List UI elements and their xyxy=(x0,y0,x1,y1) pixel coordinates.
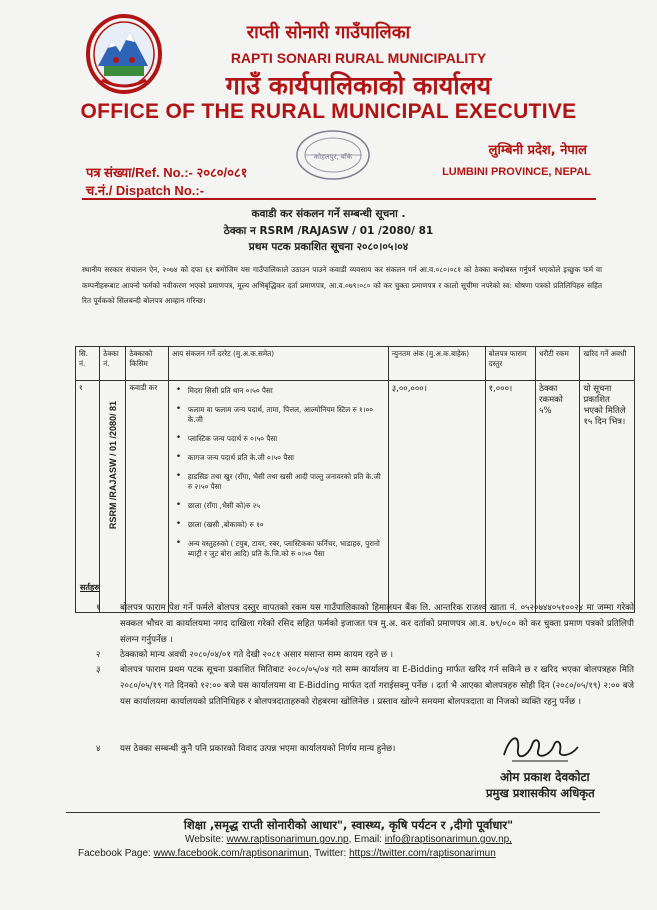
dispatch-number: च.नं./ Dispatch No.:- xyxy=(86,183,205,198)
col-header-deposit: धरौटी रकम xyxy=(536,347,580,381)
signature-icon xyxy=(498,727,584,767)
contract-number-line: ठेक्का न RSRM /RAJASW / 01 /2080/ 81 xyxy=(223,225,434,237)
office-name-en: OFFICE OF THE RURAL MUNICIPAL EXECUTIVE xyxy=(80,100,577,123)
cell-form-fee: १,०००। xyxy=(485,381,535,613)
table-header-row xyxy=(76,347,635,381)
table-row xyxy=(76,381,635,613)
condition-text: बोलपत्र फाराम प्रथम पटक सूचना प्रकाशित मितिबाट २०८०/०५/०४ गते सम्म कार्यालय वा E-Bidding मार्फत खरिद गर्न सकिने छ र खरिद भएका बोलपत्रहरु मिति २०८०/०५/१९ गते दिनको १२:०० बजे यस कार्यालयमा वा E-Bidding मार्फत दर्ता गराईसक्नु पर्नेछ । दर्ता भै आएका बोलपत्रहरु सोही दिन (२०८०/०५/१९) २:०० बजे यस कार्यालयमा कार्यालयको प्रतिनिधिहरु र बोलपत्रदाताहरुको रोहबरमा खोलिनेछ । प्रस्ताव खोल्ने समयमा बोलपत्रदाता वा निजको व्यक्ति रहनु पर्नेछ । xyxy=(120,665,634,707)
publication-line: प्रथम पटक प्रकाशित सूचना २०८०।०५।०४ xyxy=(248,241,409,253)
facebook-label: Facebook Page: xyxy=(78,848,151,859)
col-header-rates: आय संकलन गर्ने दररेट (मु.अ.क.समेत) xyxy=(168,347,388,381)
footer-contact-line xyxy=(0,834,657,845)
cell-rates xyxy=(168,381,388,613)
list-item: • छाला (खसी ,बोकाको) रु १० xyxy=(176,520,385,530)
list-item: • हाडसिङ तथा खुर (राँगा, भैसी तथा खसी आदी पाल्तु जनावरको प्रति के.जी रु २।५० पैसा xyxy=(176,472,385,492)
email-label: , Email: xyxy=(348,834,382,845)
seal-text: कोहलपुर, बाँके xyxy=(313,153,353,161)
col-header-type: ठेक्काको किसिम xyxy=(126,347,168,381)
footer-divider xyxy=(66,812,600,813)
cell-minimum: ३,००,०००। xyxy=(388,381,485,613)
list-item: • छाला (राँगा ,भैसी को)रु २५ xyxy=(176,501,385,511)
facebook-link[interactable]: www.facebook.com/raptisonarimun xyxy=(153,848,309,859)
office-seal-icon xyxy=(293,126,373,184)
signatory-title: प्रमुख प्रशासकीय अधिकृत xyxy=(486,786,595,800)
cell-type: कवाडी कर xyxy=(126,381,168,613)
letterhead-divider xyxy=(82,198,596,200)
list-item: • प्लास्टिक जन्य पदार्थ रु ०।५० पैसा xyxy=(176,434,385,444)
cell-period: यो सूचना प्रकाशित भएको मितिले १५ दिन भित्र। xyxy=(580,381,635,613)
municipality-name-en: RAPTI SONARI RURAL MUNICIPALITY xyxy=(230,50,487,66)
condition-text: ठेक्काको मान्य अवधी २०८०/०४/०१ गते देखी २०८१ असार मसान्त सम्म कायम रहने छ । xyxy=(120,650,393,660)
condition-text: बोलपत्र फाराम पेश गर्ने फर्मले बोलपत्र दस्तुर वापतको रकम यस गाउँपालिकाको हिमालयन बैंक लि. आन्तरिक राजश्व खाता नं. ०५२०७४४०५१००२४ मा जम्मा गरेको सक्कल भौचर वा कार्यालयमा नगद दाखिला गरेको रसिद सहित फर्मको इजाजत पत्र मु.अ. कर दर्ताको प्रमाणपत्र आ.व. ७९/०८० को कर चुक्ता प्रमाण पत्रको प्रतिलिपी संलग्न गर्नुपर्नेछ । xyxy=(120,603,634,645)
list-item: • अन्य वस्तुहरुको ( टयुब, टायर, रबर, प्लास्टिकका फर्निचर, भाडाहरु, पुरानो ब्याट्री र जुट बोरा आदि) प्रति के.जि.को रु ०।५० पैसा xyxy=(176,539,385,559)
col-header-period: खरिद गर्ने अवधी xyxy=(580,347,635,381)
col-header-minimum: न्युनतम अंक (मु.अ.क.बाहेक) xyxy=(388,347,485,381)
contract-no-vertical: RSRM /RAJASW / 01 /2080/ 81 xyxy=(107,401,118,530)
website-label: Website: xyxy=(184,834,224,845)
reference-number: पत्र संख्या/Ref. No.:- २०८०/०८१ xyxy=(86,165,248,180)
website-link[interactable]: www.raptisonarimun.gov.np xyxy=(226,834,349,845)
municipality-name-np: राप्ती सोनारी गाउँपालिका xyxy=(246,22,411,43)
list-item: • फलाम वा फलाम जन्य पदार्थ, तामा, पित्तल, आल्मोनियम स्टिल रु १।०० के.जी xyxy=(176,405,385,425)
province-en: LUMBINI PROVINCE, NEPAL xyxy=(442,166,591,178)
list-item: • मिदरा सिसी प्रति थान ०।५० पैसा xyxy=(176,386,385,396)
rate-list xyxy=(172,386,385,559)
notice-title: कवाडी कर संकलन गर्ने सम्बन्धी सूचना . xyxy=(251,208,406,220)
cell-sn: १ xyxy=(76,381,100,613)
twitter-label: , Twitter: xyxy=(308,848,347,859)
col-header-form-fee: बोलपत्र फाराम दस्तुर xyxy=(485,347,535,381)
condition-text: यस ठेक्का सम्बन्धी कुनै पनि प्रकारको विवाद उत्पन्न भएमा कार्यालयको निर्णय मान्य हुनेछ। xyxy=(120,744,396,754)
cell-contract-no xyxy=(100,381,126,613)
contract-table xyxy=(75,346,635,613)
twitter-link[interactable]: https://twitter.com/raptisonarimun xyxy=(349,848,496,859)
cell-deposit: ठेक्का रकमको ५% xyxy=(536,381,580,613)
condition-item xyxy=(96,647,634,663)
condition-number: २ xyxy=(96,650,101,660)
footer-social-line xyxy=(78,848,496,859)
col-header-contract-no: ठेक्का नं. xyxy=(100,347,126,381)
condition-number: ३ xyxy=(96,665,101,675)
intro-paragraph: स्थानीय सरकार संचालन ऐन, २०७४ को दफा ६१ बमोजिम यस गाउँपालिकाले उठाउन पाउने कवाडी व्यवसाय कर संकलन गर्न आ.व.०८०।०८१ को ठेक्का बन्दोबस्त गर्नुपर्ने भएकोले इच्छुक फर्म वा कम्पनीहरूबाट आफ्नो फर्मको नवीकरण भएको प्रमाणपत्र, मूल्य अभिबृद्धिकर दर्ता प्रमाणपत्र, आ.व.०७९।०८० को कर चुक्ता प्रमाणपत्र र कालो सूचीमा नपरेको स्व: घोषणा पत्रको प्रतिलिपिहरु सहित रित पूर्वकको सिलबन्दी बोलपत्र आव्हान गरिन्छ। xyxy=(82,265,602,305)
conditions-title: सर्तहरु xyxy=(80,583,99,592)
office-name-np: गाउँ कार्यपालिकाको कार्यालय xyxy=(225,71,492,100)
condition-number: ४ xyxy=(96,744,101,754)
col-header-sn: सि. नं. xyxy=(76,347,100,381)
condition-number: १ xyxy=(96,603,101,613)
province-np: लुम्बिनी प्रदेश, नेपाल xyxy=(488,143,587,158)
signatory-name: ओम प्रकाश देवकोटा xyxy=(500,770,590,784)
list-item: • कागज जन्य पदार्थ प्रति के.जी ०।५० पैसा xyxy=(176,453,385,463)
condition-item xyxy=(96,662,634,710)
condition-item xyxy=(96,600,634,648)
email-link[interactable]: info@raptisonarimun.gov.np, xyxy=(384,834,512,845)
footer-slogan: शिक्षा ,समृद्ध राप्ती सोनारीको आधार", स्वास्थ्य, कृषि पर्यटन र ,दीगो पूर्वाधार" xyxy=(183,818,514,832)
